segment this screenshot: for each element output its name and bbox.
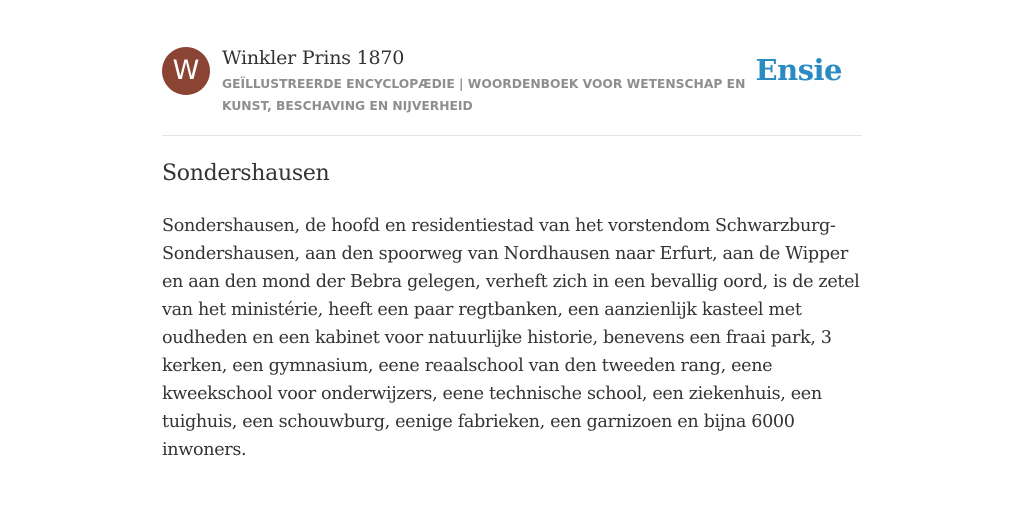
source-title[interactable]: Winkler Prins 1870 <box>222 47 405 69</box>
source-info <box>222 46 752 117</box>
header-divider <box>162 135 862 136</box>
entry-title: Sondershausen <box>162 161 330 186</box>
entry-text: Sondershausen, de hoofd en residentiestad van het vorstendom Schwarzburg-Sondershausen, aan den spoorweg van Nordhausen naar Erfurt, aan de Wipper en aan den mond der Bebra gelegen, verheft zich in een bevallig oord, is de zetel van het ministérie, heeft een paar regtbanken, een aanzienlijk kasteel met oudheden en een kabinet voor natuurlijke historie, benevens een fraai park, 3 kerken, een gymnasium, eene reaalschool van den tweeden rang, eene kweekschool voor onderwijzers, eene technische school, een ziekenhuis, een tuighuis, een schouwburg, eenige fabrieken, een garnizoen en bijna 6000 inwoners. <box>162 216 860 460</box>
source-avatar[interactable]: W <box>162 47 210 95</box>
ensie-logo[interactable]: Ensie <box>755 53 842 87</box>
source-header <box>162 46 862 136</box>
source-subtitle: GEÏLLUSTREERDE ENCYCLOPÆDIE | WOORDENBOEK VOOR WETENSCHAP EN KUNST, BESCHAVING EN NIJVERHEID <box>222 77 746 113</box>
